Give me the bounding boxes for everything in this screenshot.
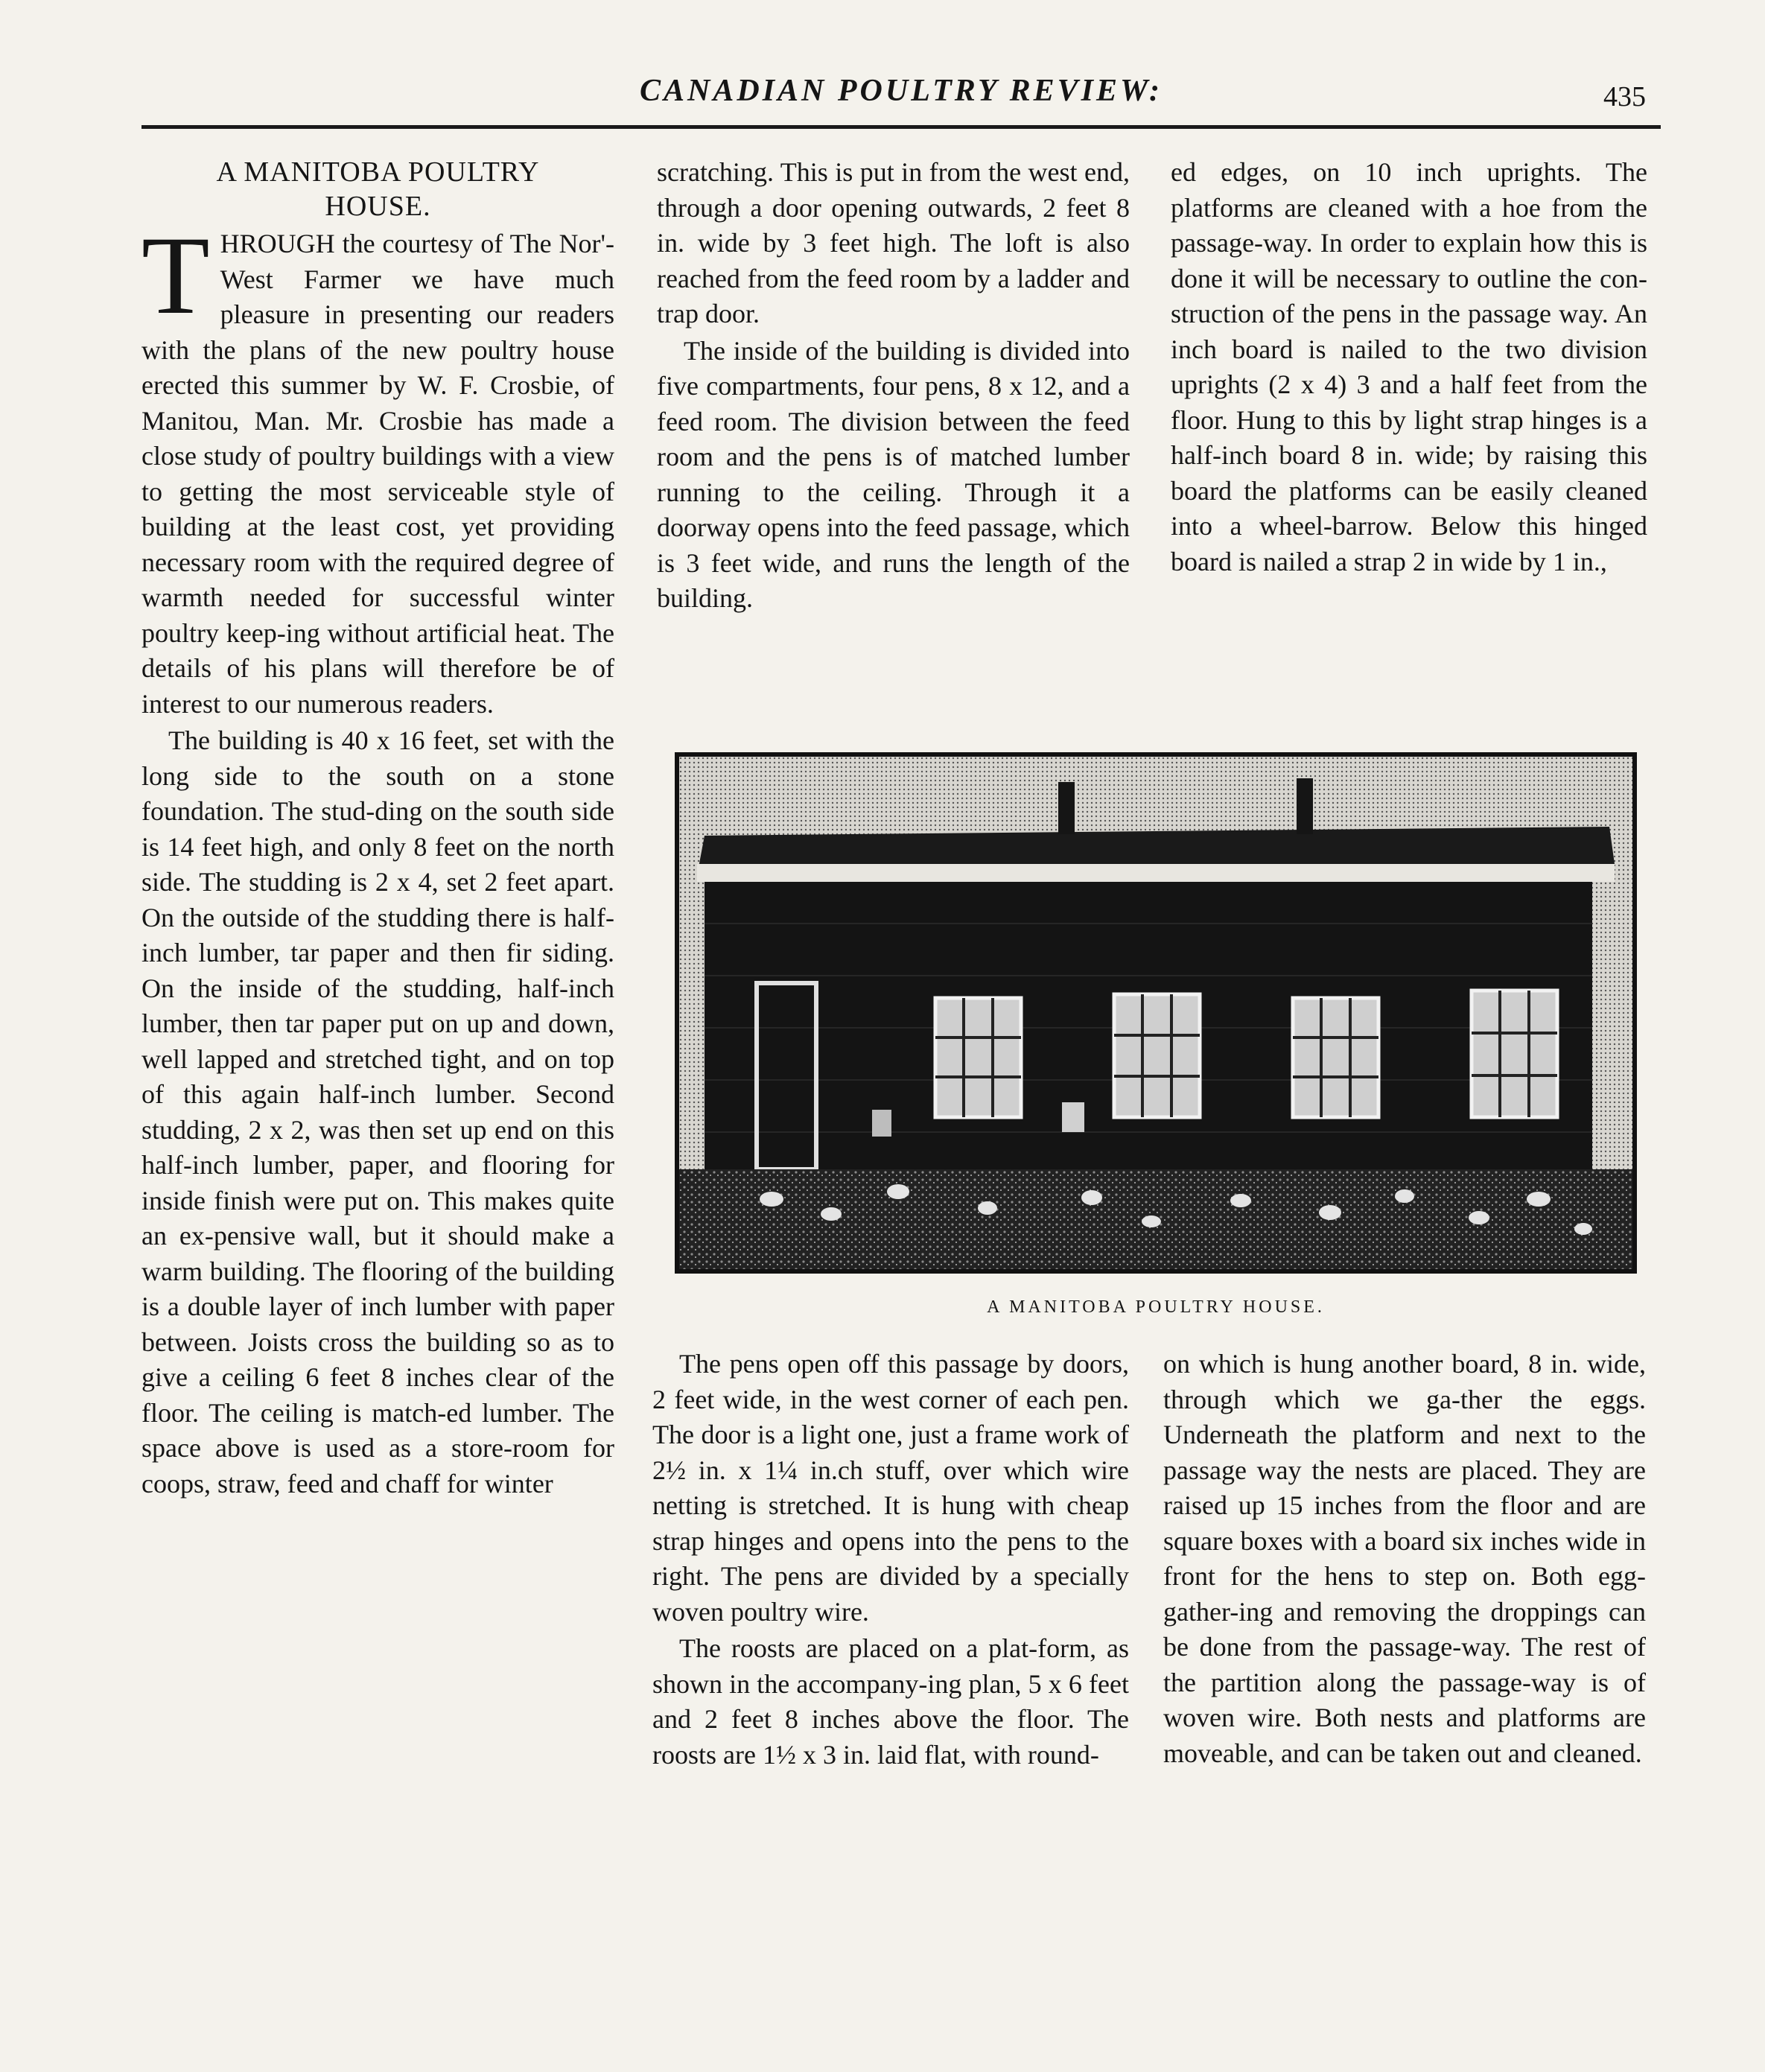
paragraph-2: The building is 40 x 16 feet, set with the long side to the south on a stone foundation. The stud-ding on the south side is 14 feet high, and only 8 feet on the north side. The studding is 2 x 4, set 2 feet apart. On the outside of the studding there is half-inch lumber, tar paper and then fir siding. On the inside of the studding, half-inch lumber, then tar paper put on up and down, well lapped and stretched tight, and on top of this again half-inch lumber. Second studding, 2 x 2, was then set up end on this half-inch lumber, paper, and flooring for inside finish were put on. This makes quite an ex-pensive wall, but it should make a warm building. The flooring of the building is a double layer of inch lumber with paper between. Joists cross the building so as to give a ceiling 6 feet 8 inches clear of the floor. The ceiling is match-ed lumber. The space above is used as a store-room for coops, straw, feed and chaff for winter bbox=[141, 725, 614, 1499]
paragraph-1 bbox=[141, 214, 614, 722]
paragraph-5-continued-2: on which is hung another board, 8 in. wide, through which we ga-ther the eggs. Underneath the platform and next to the passage way the nests are placed. They are raised up 15 inches from the floor and are square boxes with a board six inches wide in front for the hens to step on. Both egg-gather-ing and removing the droppings can be done from the passage-way. The rest of the partition along the passage-way is of woven wire. Both nests and platforms are moveable, and can be taken out and cleaned. bbox=[1163, 1349, 1646, 1768]
drop-cap: T bbox=[141, 214, 210, 337]
article-title bbox=[141, 155, 614, 223]
running-head bbox=[141, 69, 1661, 128]
column-2-bottom bbox=[652, 1347, 1129, 1773]
header-rule bbox=[141, 125, 1661, 129]
paragraph-5-continued: ed edges, on 10 inch uprights. The platforms are cleaned with a hoe from the passage-way. In order to explain how this is done it will be necessary to outline the con-struction of the pens in the passage way. An inch board is nailed to the two division uprights (2 x 4) 3 and a half feet from the floor. Hung to this by light strap hinges is a half-inch board 8 in. wide; by raising this board the platforms can be easily cleaned into a wheel-barrow. Below this hinged board is nailed a strap 2 in wide by 1 in., bbox=[1171, 157, 1647, 576]
paragraph-1-text: HROUGH the courtesy of The Nor'-West Farmer we have much pleasure in presenting our readers with the plans of the new poultry house erected this summer by W. F. Crosbie, of Manitou, Man. Mr. Crosbie has made a close study of poultry buildings with a view to getting the most serviceable style of building at the least cost, yet providing necessary room with the required degree of warmth needed for successful winter poultry keep-ing without artificial heat. The details of his plans will therefore be of interest to our numerous readers. bbox=[141, 229, 614, 719]
poultry-house-photo bbox=[675, 752, 1637, 1274]
paragraph-3: The inside of the building is divided into five compartments, four pens, 8 x 12, and a feed room. The division between the feed room and the pens is of matched lumber running to the ceiling. Through it a doorway opens into the feed passage, which is 3 feet wide, and runs the length of the building. bbox=[657, 335, 1130, 613]
paragraph-2-continued: scratching. This is put in from the west end, through a door opening outwards, 2 feet 8 in. wide by 3 feet high. The loft is also reached from the feed room by a ladder and trap door. bbox=[657, 157, 1130, 328]
paragraph-5: The roosts are placed on a plat-form, as shown in the accompany-ing plan, 5 x 6 feet and 2 feet 8 inches above the floor. The roosts are 1½ x 3 in. laid flat, with round- bbox=[652, 1633, 1129, 1770]
article-title-line2: HOUSE. bbox=[325, 191, 431, 222]
paragraph-4: The pens open off this passage by doors, 2 feet wide, in the west corner of each pen. The door is a light one, just a frame work of 2½ in. x 1¼ in.ch stuff, over which wire netting is stretched. It is hung with cheap strap hinges and opens into the pens to the right. The pens are divided by a specially woven poultry wire. bbox=[652, 1349, 1129, 1627]
column-2-top bbox=[657, 155, 1130, 617]
figure-caption: A MANITOBA POULTRY HOUSE. bbox=[987, 1297, 1325, 1317]
column-3-top bbox=[1171, 155, 1647, 579]
running-title: CANADIAN POULTRY REVIEW: bbox=[639, 74, 1163, 108]
column-1 bbox=[141, 155, 614, 1501]
poultry-house-illustration bbox=[675, 752, 1637, 1274]
column-3-bottom bbox=[1163, 1347, 1646, 1771]
page-number: 435 bbox=[1603, 81, 1646, 112]
article-title-line1: A MANITOBA POULTRY bbox=[216, 156, 540, 188]
